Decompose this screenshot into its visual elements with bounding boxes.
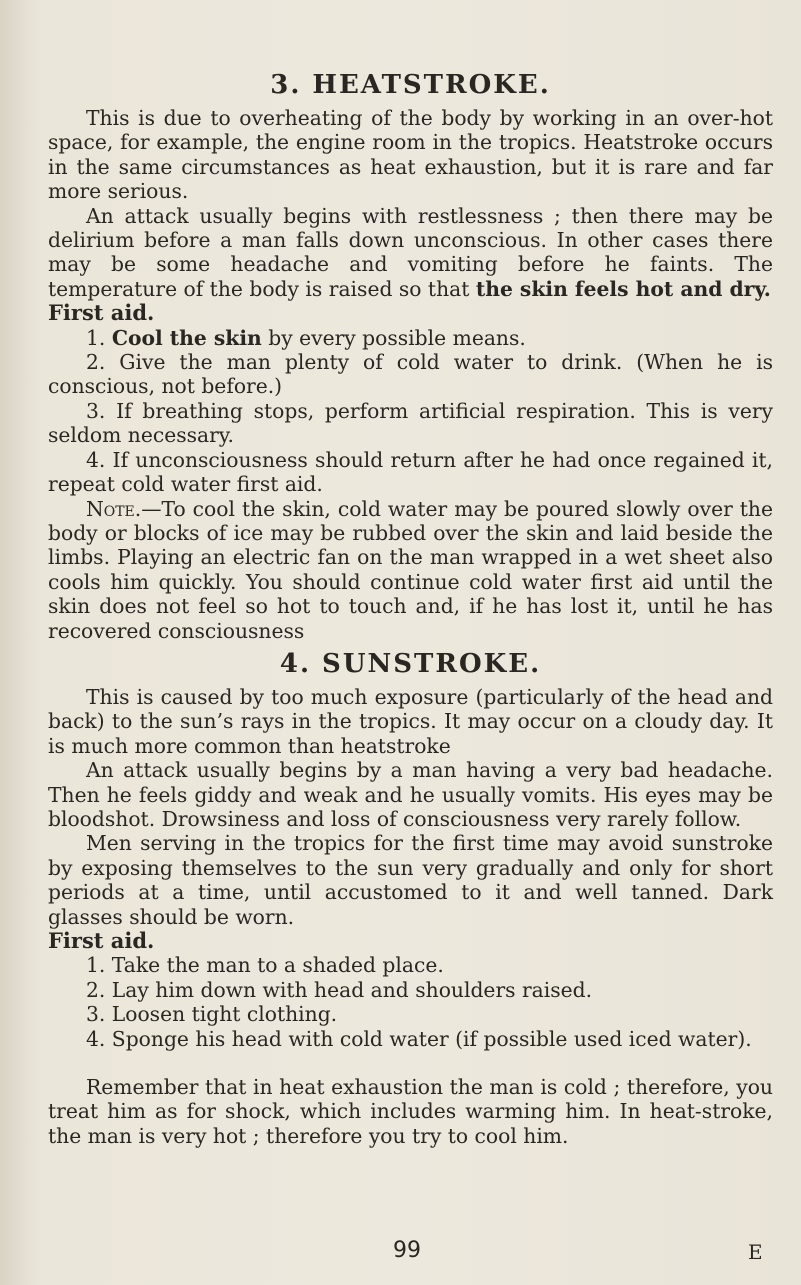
signature-mark: E <box>748 1240 763 1264</box>
page-number: 99 <box>393 1238 421 1263</box>
heatstroke-note-text: .—To cool the skin, cold water may be poured slowly over the body or blocks of ice may be rubbed over the skin and laid beside the limbs. Playing an electric fan on the man wrapped in a wet sheet also cools him quickly. You should continue cold water first aid until the skin does not feel so hot to touch and, if he has lost it, until he has recovered consciousness <box>48 496 773 643</box>
sunstroke-heading: 4. SUNSTROKE. <box>279 648 542 679</box>
heatstroke-item-3: 3. If breathing stops, perform artificial respiration. This is very seldom necessary. <box>48 398 773 448</box>
heatstroke-item-1 <box>48 326 773 350</box>
sunstroke-paragraph-2: An attack usually begins by a man having a very bad headache. Then he feels giddy and weak and he usually vomits. His eyes may be bloodshot. Drowsiness and loss of consciousness very rarely follow. <box>48 758 773 831</box>
heatstroke-item-1-number: 1. <box>86 325 112 350</box>
heatstroke-section <box>48 70 773 643</box>
heatstroke-paragraph-1: This is due to overheating of the body by working in an over-hot space, for example, the engine room in the tropics. Heatstroke occurs in the same circumstances as heat exhaustion, but it is rare and far more serious. <box>48 106 773 204</box>
sunstroke-item-3: 3. Loosen tight clothing. <box>86 1002 338 1027</box>
heatstroke-skin-emphasis: the skin feels hot and dry. <box>475 276 771 301</box>
sunstroke-paragraph-1: This is caused by too much exposure (particularly of the head and back) to the sun’s rays in the tropics. It may occur on a cloudy day. It is much more common than heatstroke <box>48 684 773 758</box>
heatstroke-note <box>48 497 773 643</box>
heatstroke-heading: 3. HEATSTROKE. <box>270 70 551 100</box>
sunstroke-paragraph-3: Men serving in the tropics for the first time may avoid sunstroke by exposing themselves to the sun very gradually and only for short periods at a time, until accustomed to it and well tanned. Dark glasses should be worn. <box>48 831 773 929</box>
heatstroke-item-1-rest: by every possible means. <box>261 325 526 350</box>
heatstroke-item-1-emphasis: Cool the skin <box>111 325 262 350</box>
heatstroke-item-4: 4. If unconsciousness should return after he had once regained it, repeat cold water first aid. <box>48 447 773 497</box>
sunstroke-item-1: 1. Take the man to a shaded place. <box>86 953 444 978</box>
heatstroke-first-aid-heading: First aid. <box>48 300 155 326</box>
sunstroke-item-4: 4. Sponge his head with cold water (if possible used iced water). <box>86 1026 752 1051</box>
sunstroke-section <box>48 649 773 1051</box>
sunstroke-item-2: 2. Lay him down with head and shoulders raised. <box>86 977 593 1002</box>
heatstroke-paragraph-2-text: An attack usually begins with restlessness ; then there may be delirium before a man falls down unconscious. In other cases there may be some headache and vomiting before he faints. The temperature of the body is raised so that <box>48 203 773 301</box>
heatstroke-item-2: 2. Give the man plenty of cold water to drink. (When he is conscious, not before.) <box>48 350 773 399</box>
heatstroke-note-label: Note <box>86 496 135 521</box>
section-spacer <box>48 1051 773 1075</box>
heatstroke-paragraph-2 <box>48 204 773 302</box>
remember-paragraph: Remember that in heat exhaustion the man is cold ; therefore, you treat him as for shock, which includes warming him. In heat-stroke, the man is very hot ; therefore you try to cool him. <box>48 1075 773 1148</box>
sunstroke-first-aid-heading: First aid. <box>48 928 155 953</box>
